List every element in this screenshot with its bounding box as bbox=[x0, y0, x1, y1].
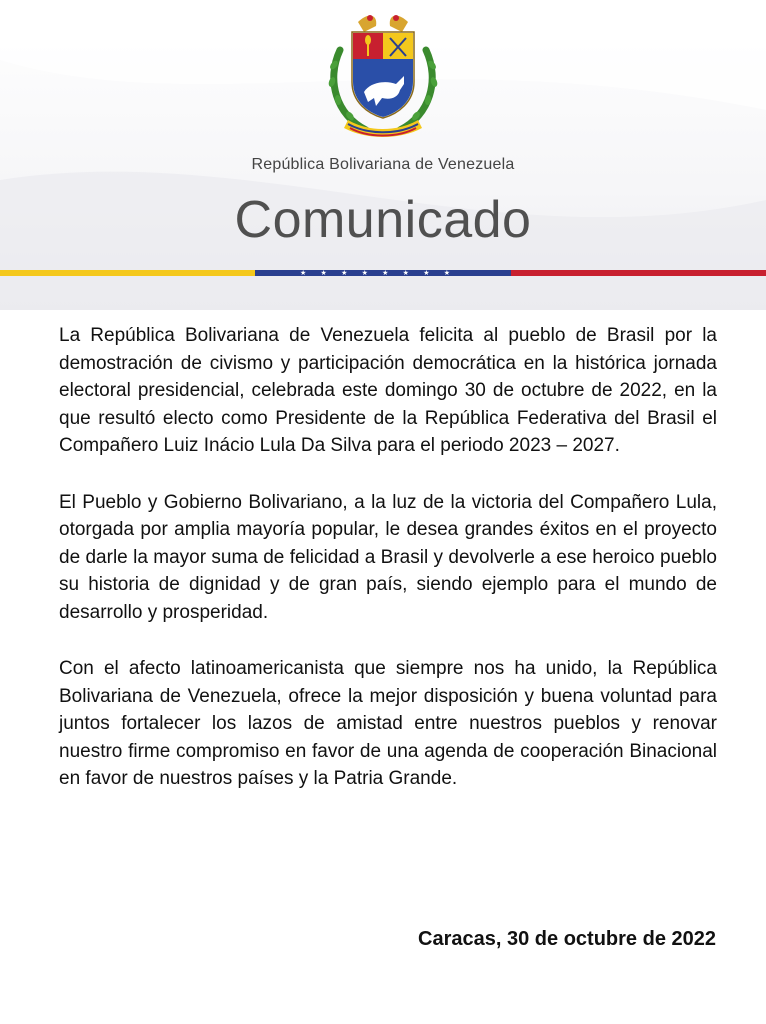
star-icon: ★ bbox=[300, 270, 307, 277]
stripe-red bbox=[511, 270, 766, 276]
header bbox=[0, 0, 766, 310]
star-icon: ★ bbox=[361, 270, 368, 277]
stripe-yellow bbox=[0, 270, 255, 276]
paragraph-3: Con el afecto latinoamericanista que siempre nos ha unido, la República Bolivariana de Venezuela, ofrece la mejor disposición y buena voluntad para juntos fortalecer los lazos de amistad entre nuestros pueblos y renovar nuestro firme compromiso en favor de una agenda de cooperación Binacional en favor de nuestros países y la Patria Grande. bbox=[59, 658, 717, 789]
star-icon: ★ bbox=[382, 270, 389, 277]
republic-name: República Bolivariana de Venezuela bbox=[251, 156, 515, 173]
paragraph-1: La República Bolivariana de Venezuela felicita al pueblo de Brasil por la demostración de civismo y participación democrática en la histórica jornada electoral presidencial, celebrada este domingo 30 de octubre de 2022, en la que resultó electo como Presidente de la República Federativa del Brasil el Compañero Luiz Inácio Lula Da Silva para el periodo 2023 – 2027. bbox=[59, 325, 717, 456]
paragraph-2: El Pueblo y Gobierno Bolivariano, a la luz de la victoria del Compañero Lula, otorgada por amplia mayoría popular, le desea grandes éxitos en el proyecto de darle la mayor suma de felicidad a Brasil y devolverle a ese heroico pueblo su historia de dignidad y de gran país, siendo ejemplo para el mundo de desarrollo y prosperidad. bbox=[59, 491, 717, 623]
star-icon: ★ bbox=[341, 270, 348, 277]
star-icon: ★ bbox=[423, 270, 430, 277]
venezuela-coat-of-arms-icon bbox=[318, 10, 448, 140]
star-icon: ★ bbox=[402, 270, 409, 277]
star-icon: ★ bbox=[320, 270, 327, 277]
star-icon: ★ bbox=[443, 270, 450, 277]
communique-body bbox=[59, 322, 717, 822]
flag-stars bbox=[300, 268, 450, 278]
page-title: Comunicado bbox=[234, 191, 532, 249]
signoff-place-date: Caracas, 30 de octubre de 2022 bbox=[418, 928, 716, 950]
